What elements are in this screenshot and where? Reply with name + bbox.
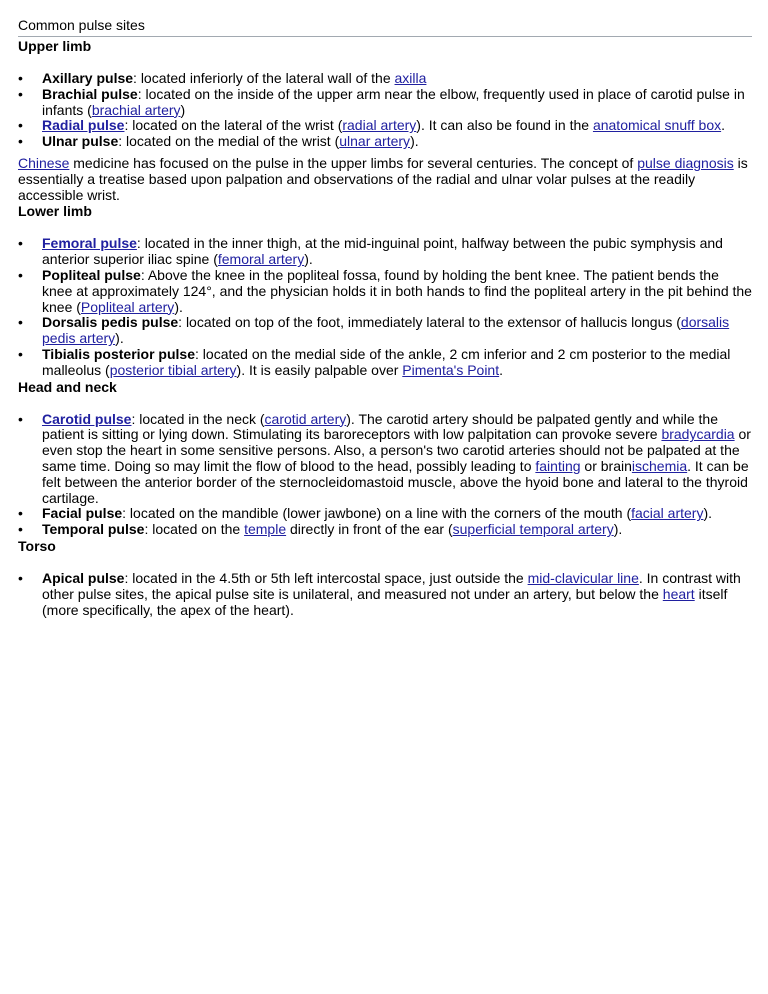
item-text: ). xyxy=(115,330,124,347)
upper-limb-paragraph xyxy=(18,156,752,203)
pulse-name-axillary: Axillary pulse xyxy=(42,70,134,86)
item-text: . It can be felt between the anterior border of the sternocleidomastoid muscle, above the hyoid bone and lateral to the thyroid cartilage. xyxy=(42,457,749,506)
link-fainting[interactable]: fainting xyxy=(535,457,581,474)
link-anatomical-snuff-box[interactable]: anatomical snuff box xyxy=(592,117,722,134)
item-text: : located on the medial side of the ankle, 2 cm inferior and 2 cm posterior to the medial malleolus ( xyxy=(42,345,731,378)
link-radial-artery[interactable]: radial artery xyxy=(342,117,417,134)
upper-limb-list xyxy=(18,71,752,150)
item-text: : located on the medial of the wrist ( xyxy=(118,133,340,150)
pulse-name-temporal: Temporal pulse xyxy=(42,521,145,538)
link-carotid-artery[interactable]: carotid artery xyxy=(264,410,347,427)
link-ischemia[interactable]: ischemia xyxy=(631,457,688,474)
item-text: ). xyxy=(410,133,419,150)
link-ulnar-artery[interactable]: ulnar artery xyxy=(339,133,411,150)
list-item-tibialis-posterior-pulse xyxy=(18,347,752,379)
list-item-temporal-pulse xyxy=(18,522,752,538)
link-femoral-pulse[interactable]: Femoral pulse xyxy=(42,235,137,252)
link-facial-artery[interactable]: facial artery xyxy=(631,505,704,522)
page-title: Common pulse sites xyxy=(18,17,752,37)
section-heading-torso: Torso xyxy=(18,537,56,554)
item-text: ). The carotid artery should be palpated gently and while the patient is sitting or lying down. Stimulating its baroreceptors with low palpitation can provoke severe xyxy=(42,410,719,443)
item-text: ). xyxy=(174,298,183,315)
item-text: : Above the knee in the popliteal fossa, found by holding the bent knee. The patient bends the knee at approximately 124°, and the physician holds it in both hands to find the popliteal artery in the pit behind the knee ( xyxy=(42,266,752,315)
item-text: or even stop the heart in some sensitive persons. Also, a person's two carotid arteries should not be palpated at the same time. Doing so may limit the flow of blood to the head, possibly leading to xyxy=(42,426,751,474)
list-item-carotid-pulse xyxy=(18,412,752,507)
link-mid-clavicular-line[interactable]: mid-clavicular line xyxy=(527,569,639,586)
pulse-name-dorsalis-pedis: Dorsalis pedis pulse xyxy=(42,314,179,331)
item-text: : located on the inside of the upper arm near the elbow, frequently used in place of carotid pulse in infants ( xyxy=(42,85,745,118)
pulse-name-popliteal: Popliteal pulse xyxy=(42,266,141,283)
item-text: : located inferiorly of the lateral wall of the xyxy=(133,70,395,86)
section-heading-upper-limb: Upper limb xyxy=(18,38,92,54)
item-text: : located on the xyxy=(144,521,245,538)
link-carotid-pulse[interactable]: Carotid pulse xyxy=(42,410,132,427)
item-text: directly in front of the ear ( xyxy=(286,521,453,538)
item-text: ) xyxy=(180,101,186,118)
link-pulse-diagnosis[interactable]: pulse diagnosis xyxy=(637,154,734,171)
link-brachial-artery[interactable]: brachial artery xyxy=(91,101,181,118)
item-text: itself (more specifically, the apex of the heart). xyxy=(42,585,728,618)
pulse-name-apical: Apical pulse xyxy=(42,569,125,586)
item-text: ). It is easily palpable over xyxy=(236,361,403,378)
head-neck-list xyxy=(18,412,752,538)
list-item-facial-pulse xyxy=(18,506,752,522)
paragraph-text: medicine has focused on the pulse in the upper limbs for several centuries. The concept of xyxy=(69,154,638,171)
item-text: or brain xyxy=(580,457,632,474)
list-item-dorsalis-pedis-pulse xyxy=(18,315,752,347)
list-item-axillary-pulse xyxy=(18,71,752,87)
list-item-femoral-pulse xyxy=(18,236,752,268)
item-text: . xyxy=(721,117,725,134)
list-item-radial-pulse xyxy=(18,118,752,134)
pulse-name-ulnar: Ulnar pulse xyxy=(42,133,119,150)
paragraph-text: is essentially a treatise based upon palpation and observations of the radial and ulnar volar pulses at the readily accessible wrist. xyxy=(18,154,748,203)
item-text: : located on top of the foot, immediately lateral to the extensor of hallucis longus ( xyxy=(178,314,681,331)
list-item-ulnar-pulse xyxy=(18,134,752,150)
item-text: : located on the lateral of the wrist ( xyxy=(124,117,343,134)
torso-list xyxy=(18,571,752,618)
section-heading-lower-limb: Lower limb xyxy=(18,203,92,220)
pulse-name-brachial: Brachial pulse xyxy=(42,85,138,102)
link-femoral-artery[interactable]: femoral artery xyxy=(217,251,305,268)
link-heart[interactable]: heart xyxy=(662,585,695,602)
item-text: ). xyxy=(304,251,313,268)
list-item-brachial-pulse xyxy=(18,87,752,119)
item-text: : located in the neck ( xyxy=(131,410,265,427)
link-pimentas-point[interactable]: Pimenta's Point xyxy=(402,361,500,378)
link-chinese[interactable]: Chinese xyxy=(18,154,70,171)
lower-limb-list xyxy=(18,236,752,378)
link-posterior-tibial-artery[interactable]: posterior tibial artery xyxy=(109,361,237,378)
link-radial-pulse[interactable]: Radial pulse xyxy=(42,117,125,134)
pulse-name-tibialis-posterior: Tibialis posterior pulse xyxy=(42,345,196,362)
section-heading-head-and-neck: Head and neck xyxy=(18,378,117,395)
link-dorsalis-pedis-artery[interactable]: dorsalis pedis artery xyxy=(42,314,730,347)
item-text: : located on the mandible (lower jawbone) on a line with the corners of the mouth ( xyxy=(122,505,632,522)
list-item-popliteal-pulse xyxy=(18,268,752,315)
item-text: : located in the 4.5th or 5th left intercostal space, just outside the xyxy=(124,569,528,586)
item-text: . xyxy=(499,361,504,378)
item-text: ). It can also be found in the xyxy=(416,117,593,134)
item-text: . In contrast with other pulse sites, the apical pulse site is unilateral, and measured not under an artery, but below the xyxy=(42,569,741,602)
item-text: : located in the inner thigh, at the mid-inguinal point, halfway between the pubic symphysis and anterior superior iliac spine ( xyxy=(42,235,723,268)
pulse-name-facial: Facial pulse xyxy=(42,505,123,522)
link-axilla[interactable]: axilla xyxy=(394,70,427,86)
item-text: ). xyxy=(703,505,713,522)
link-superficial-temporal-artery[interactable]: superficial temporal artery xyxy=(452,521,614,538)
item-text: ). xyxy=(613,521,623,538)
link-popliteal-artery[interactable]: Popliteal artery xyxy=(80,298,175,315)
link-temple[interactable]: temple xyxy=(244,521,287,538)
list-item-apical-pulse xyxy=(18,571,752,618)
link-bradycardia[interactable]: bradycardia xyxy=(661,426,735,443)
